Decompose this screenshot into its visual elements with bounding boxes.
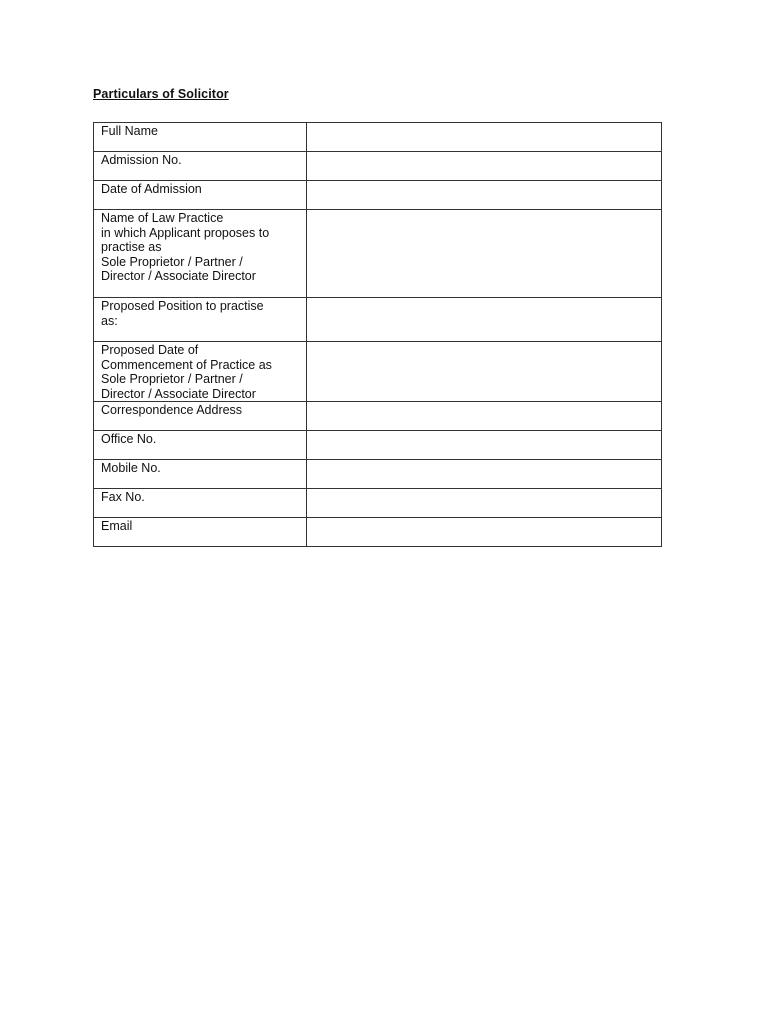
table-row [94, 342, 662, 402]
office-no-field[interactable] [307, 431, 662, 460]
proposed-commencement-date-field[interactable] [307, 342, 662, 402]
date-of-admission-label: Date of Admission [94, 181, 307, 210]
table-row [94, 402, 662, 431]
full-name-label: Full Name [94, 123, 307, 152]
admission-no-label: Admission No. [94, 152, 307, 181]
solicitor-particulars-table [93, 122, 662, 547]
office-no-label: Office No. [94, 431, 307, 460]
table-row [94, 431, 662, 460]
proposed-position-label: Proposed Position to practise as: [94, 298, 307, 342]
proposed-commencement-date-label: Proposed Date of Commencement of Practice as Sole Proprietor / Partner / Director / Associate Director [94, 342, 307, 402]
table-row [94, 181, 662, 210]
fax-no-label: Fax No. [94, 489, 307, 518]
full-name-field[interactable] [307, 123, 662, 152]
table-row [94, 123, 662, 152]
table-row [94, 152, 662, 181]
date-of-admission-field[interactable] [307, 181, 662, 210]
mobile-no-field[interactable] [307, 460, 662, 489]
proposed-position-field[interactable] [307, 298, 662, 342]
mobile-no-label: Mobile No. [94, 460, 307, 489]
table-row [94, 489, 662, 518]
correspondence-address-label: Correspondence Address [94, 402, 307, 431]
email-label: Email [94, 518, 307, 547]
admission-no-field[interactable] [307, 152, 662, 181]
table-row [94, 210, 662, 298]
email-field[interactable] [307, 518, 662, 547]
table-row [94, 298, 662, 342]
law-practice-name-field[interactable] [307, 210, 662, 298]
table-row [94, 518, 662, 547]
law-practice-name-label: Name of Law Practice in which Applicant proposes to practise as Sole Proprietor / Partner / Director / Associate Director [94, 210, 307, 298]
correspondence-address-field[interactable] [307, 402, 662, 431]
fax-no-field[interactable] [307, 489, 662, 518]
table-row [94, 460, 662, 489]
page-title: Particulars of Solicitor [93, 87, 229, 101]
